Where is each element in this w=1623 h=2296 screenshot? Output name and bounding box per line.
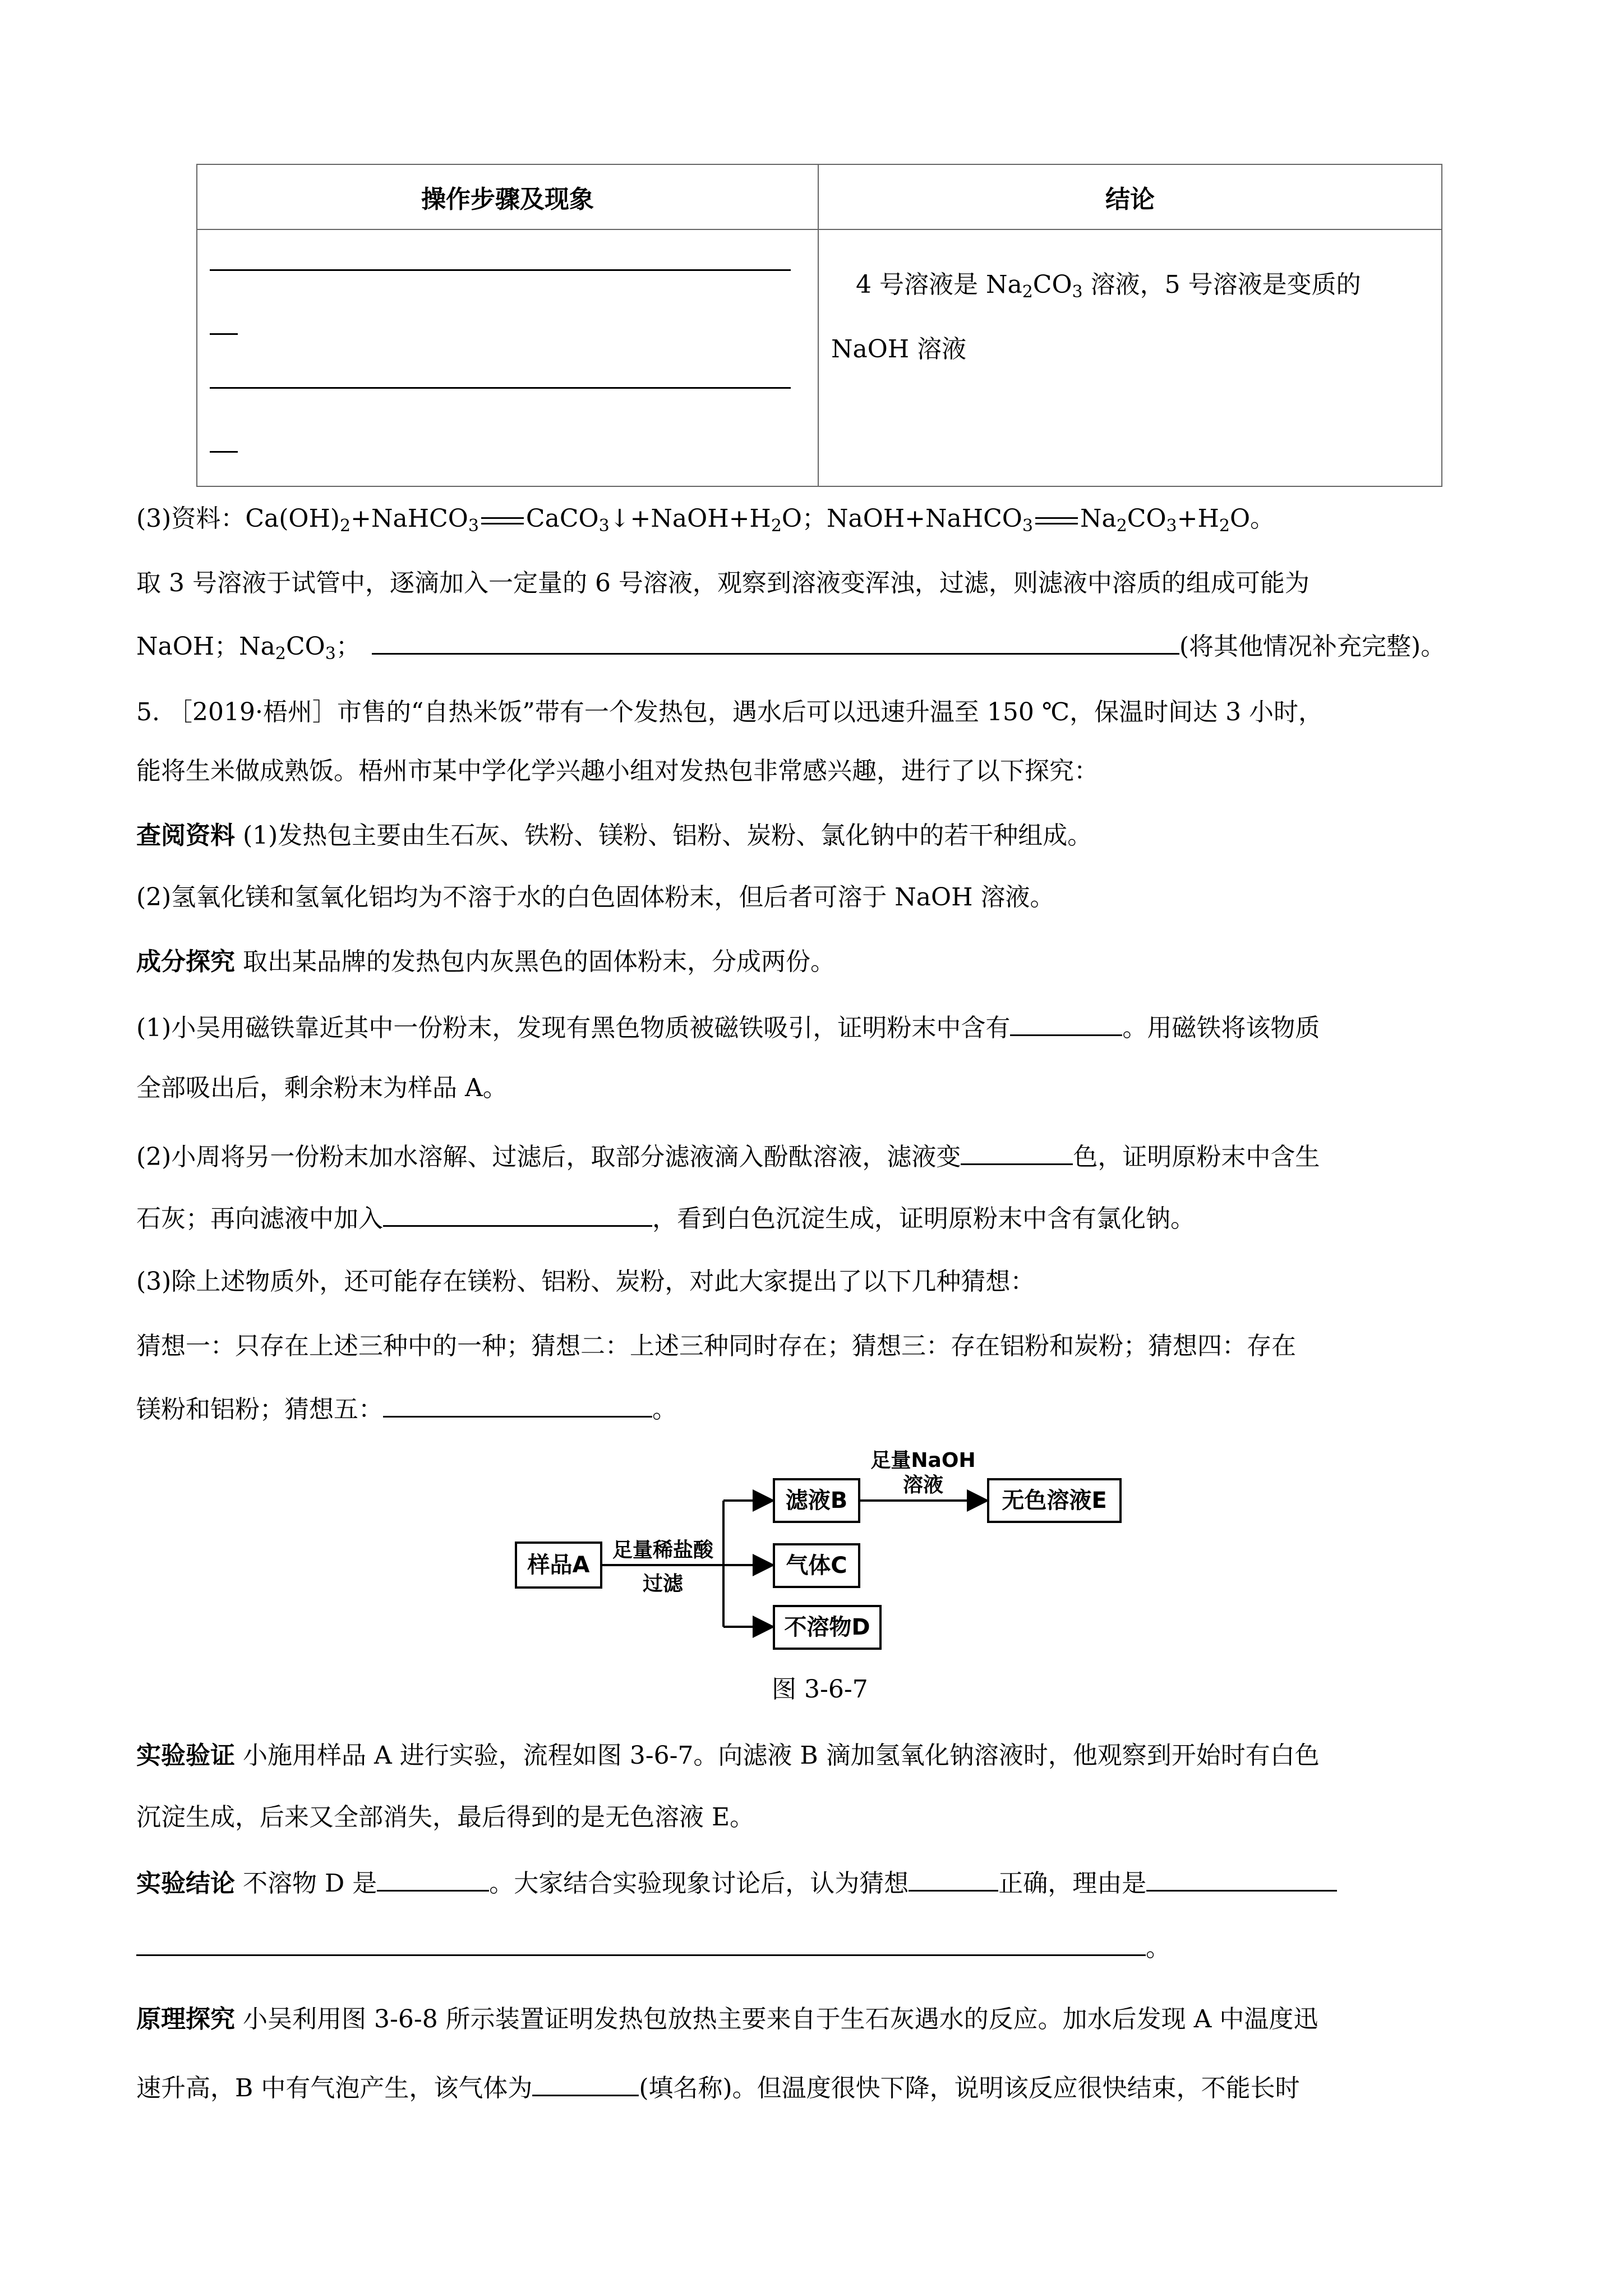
conclusion-text: 4 号溶液是 $Na_2CO_3$ 溶液，5 号溶液是变质的 NaOH 溶液 [831, 270, 1361, 364]
reagent-hcl-label: 足量稀盐酸 [612, 1539, 714, 1562]
q5-verify-1: 实验验证 小施用样品 A 进行实验，流程如图 3-6-7。向滤液 B 滴加氢氧化钠溶液时，他观察到开始时有白色 [136, 1741, 1320, 1770]
answer-blank[interactable] [210, 269, 791, 271]
answer-blank[interactable] [136, 1930, 1146, 1956]
gas-c-label: 气体C [786, 1553, 847, 1579]
answer-blank[interactable] [210, 387, 791, 389]
q5-ref-1: 查阅资料 (1)发热包主要由生石灰、铁粉、镁粉、铝粉、炭粉、氯化钠中的若干种组成。 [136, 821, 1092, 850]
answer-blank[interactable] [532, 2070, 639, 2096]
answer-blank[interactable] [1010, 1010, 1122, 1036]
equals-sign-icon [1033, 509, 1080, 532]
q5-principle-1: 原理探究 小吴利用图 3-6-8 所示装置证明发热包放热主要来自于生石灰遇水的反应。加水后发现 A 中温度迅 [136, 2005, 1318, 2033]
q3-line3: NaOH；$Na_2CO_3$； (将其他情况补充完整)。 [136, 628, 1445, 664]
q5-ref-2: (2)氢氧化镁和氢氧化铝均为不溶于水的白色固体粉末，但后者可溶于 NaOH 溶液。 [136, 883, 1055, 912]
q5-p2-line1: (2)小周将另一份粉末加水溶解、过滤后，取部分滤液滴入酚酞溶液，滤液变 色，证明原粉末中含生 [136, 1139, 1320, 1174]
q5-verify-2: 沉淀生成，后来又全部消失，最后得到的是无色溶液 E。 [136, 1803, 755, 1832]
q5-p3: (3)除上述物质外，还可能存在镁粉、铝粉、炭粉，对此大家提出了以下几种猜想： [136, 1267, 1035, 1296]
experiment-table [196, 164, 1442, 487]
answer-blank[interactable] [383, 1200, 652, 1227]
sample-a-label: 样品A [527, 1552, 590, 1578]
solution-e-label: 无色溶液E [1002, 1488, 1107, 1513]
answer-blank[interactable] [1146, 1865, 1337, 1892]
q3-equations: (3)资料：$Ca(OH)_2+NaHCO_3$ $CaCO_3↓+NaOH+H_2O$；NaOH+NaHCO$_3$ $Na_2CO_3+H_2O$。 [136, 504, 1275, 536]
q5-p1-line2: 全部吸出后，剩余粉末为样品 A。 [136, 1074, 508, 1102]
answer-blank[interactable] [377, 1865, 489, 1892]
naoh-label: 足量NaOH [870, 1449, 976, 1472]
answer-blank[interactable] [961, 1139, 1073, 1165]
answer-blank[interactable] [909, 1865, 998, 1892]
naoh-solution-label: 溶液 [902, 1474, 944, 1497]
q5-conclusion-cont: 。 [136, 1930, 1170, 1965]
q5-p1-line1: (1)小吴用磁铁靠近其中一份粉末，发现有黑色物质被磁铁吸引，证明粉末中含有 。用磁铁将该物质 [136, 1010, 1320, 1045]
answer-blank[interactable] [210, 451, 238, 453]
q5-p2-line2: 石灰；再向滤液中加入 ，看到白色沉淀生成，证明原粉末中含有氯化钠。 [136, 1200, 1195, 1236]
steps-answer-cell[interactable] [197, 229, 818, 486]
answer-blank[interactable] [372, 628, 1179, 655]
equals-sign-icon [479, 509, 526, 532]
conclusion-cell [818, 229, 1442, 486]
q3-line2: 取 3 号溶液于试管中，逐滴加入一定量的 6 号溶液，观察到溶液变浑浊，过滤，则滤液中溶质的组成可能为 [136, 569, 1310, 597]
q5-guess-line2: 镁粉和铝粉；猜想五： 。 [136, 1391, 677, 1427]
q5-line1: 5. ［2019·梧州］市售的“自热米饭”带有一个发热包，遇水后可以迅速升温至 150 ℃，保温时间达 3 小时， [136, 698, 1324, 726]
q5-comp: 成分探究 取出某品牌的发热包内灰黑色的固体粉末，分成两份。 [136, 947, 835, 976]
table-header-steps: 操作步骤及现象 [197, 164, 818, 229]
flow-diagram [505, 1444, 1127, 1663]
answer-blank[interactable] [210, 333, 238, 335]
table-header-conclusion: 结论 [818, 164, 1442, 229]
q5-principle-2: 速升高，B 中有气泡产生，该气体为 (填名称)。但温度很快下降，说明该反应很快结束，不能长时 [136, 2070, 1300, 2105]
figure-caption: 图 3-6-7 [772, 1675, 868, 1704]
answer-blank[interactable] [383, 1391, 652, 1418]
q5-guess-line1: 猜想一：只存在上述三种中的一种；猜想二：上述三种同时存在；猜想三：存在铝粉和炭粉；猜想四：存在 [136, 1332, 1296, 1360]
q5-conclusion: 实验结论 不溶物 D 是 。大家结合实验现象讨论后，认为猜想 正确，理由是 [136, 1865, 1337, 1901]
insoluble-d-label: 不溶物D [784, 1614, 870, 1640]
q5-line2: 能将生米做成熟饭。梧州市某中学化学兴趣小组对发热包非常感兴趣，进行了以下探究： [136, 757, 1099, 785]
filtrate-b-label: 滤液B [785, 1488, 848, 1513]
reagent-filter-label: 过滤 [642, 1572, 684, 1595]
